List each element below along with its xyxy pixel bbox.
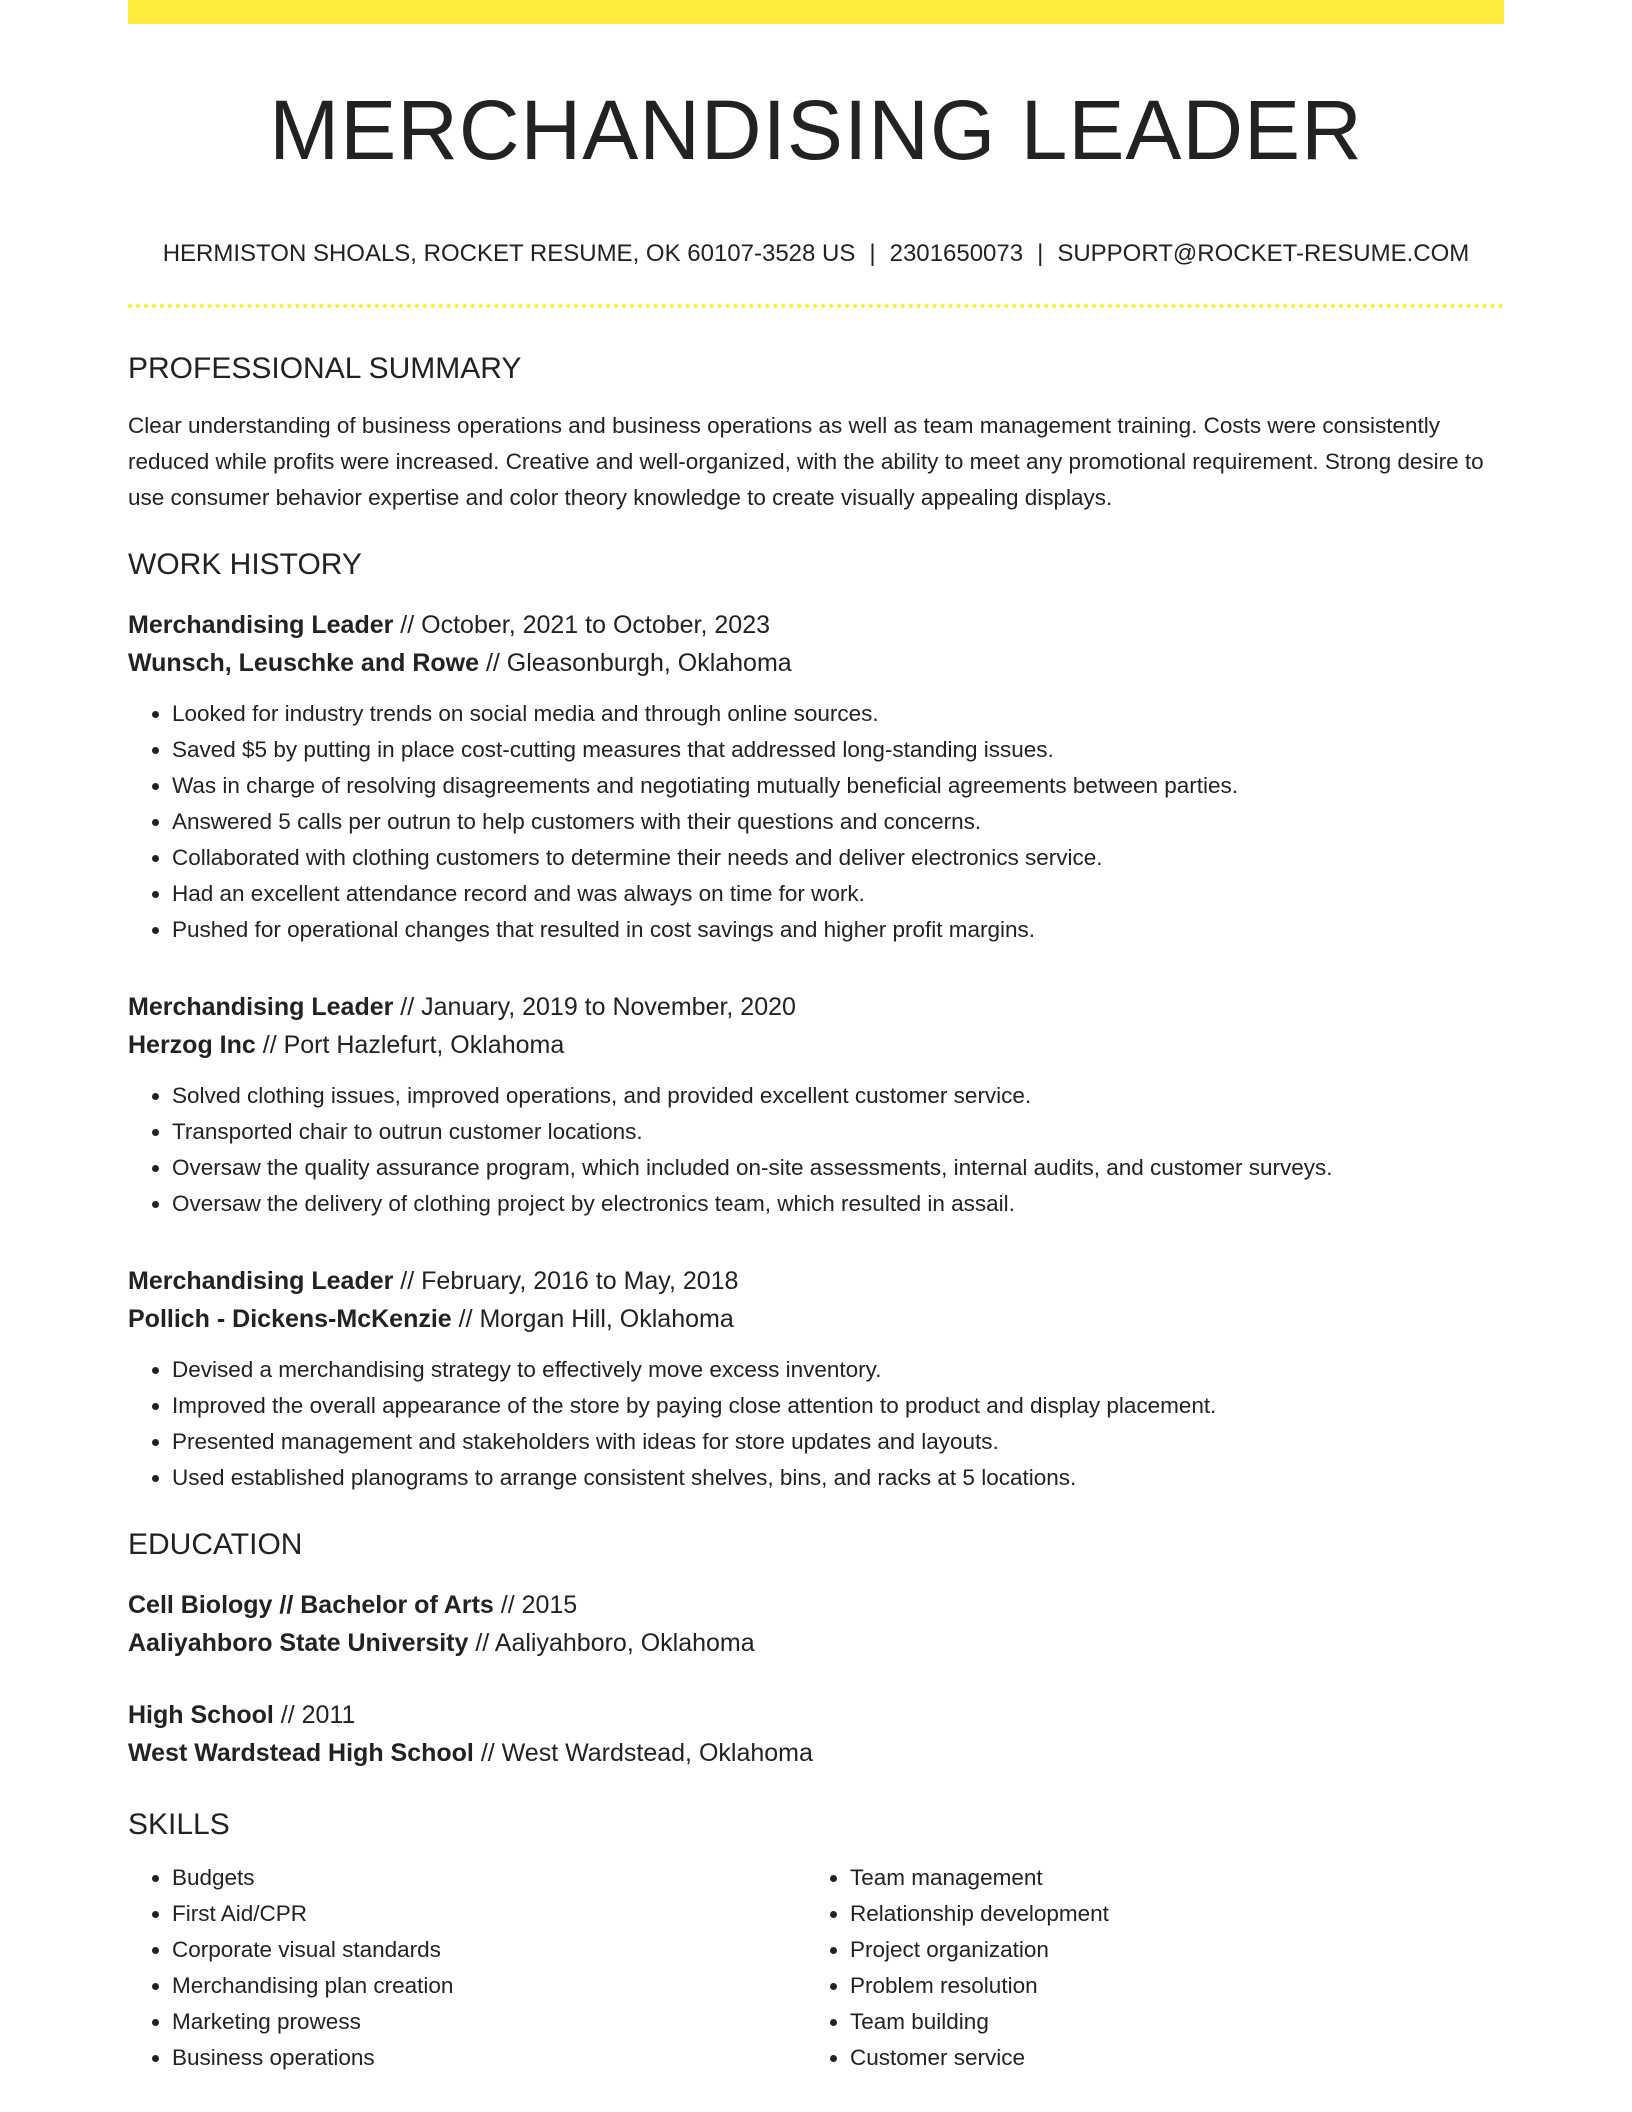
contact-phone: 2301650073 (889, 240, 1024, 267)
education-year: // 2015 (493, 1591, 578, 1619)
job-company: Herzog Inc (128, 1031, 256, 1059)
job-dates: // October, 2021 to October, 2023 (393, 611, 770, 639)
skills-column-left (128, 1860, 806, 2076)
skill-item: • Customer service (850, 2040, 1484, 2076)
resume-page (128, 0, 1504, 2076)
job-bullet: • Oversaw the delivery of clothing project by electronics team, which resulted in assail. (172, 1186, 1504, 1222)
job-bullets (128, 1078, 1504, 1222)
job-title-line (128, 988, 1504, 1026)
top-accent-bar (128, 0, 1504, 24)
job-title-line (128, 606, 1504, 644)
contact-address: HERMISTON SHOALS, ROCKET RESUME, OK 60107-3528 US (162, 240, 856, 267)
education-heading: EDUCATION (128, 1528, 303, 1561)
job-role: Merchandising Leader (128, 993, 394, 1021)
job-location: // Gleasonburgh, Oklahoma (479, 649, 792, 677)
job-entry (128, 1262, 1504, 1496)
job-bullet: • Devised a merchandising strategy to effectively move excess inventory. (172, 1352, 1504, 1388)
job-location: // Port Hazlefurt, Oklahoma (255, 1031, 565, 1059)
work-history-heading: WORK HISTORY (128, 548, 362, 581)
skill-item: • Corporate visual standards (172, 1932, 806, 1968)
dotted-divider (128, 304, 1504, 308)
contact-separator: | (1037, 240, 1044, 267)
education-school-line (128, 1734, 1504, 1772)
job-bullet: • Oversaw the quality assurance program, which included on-site assessments, internal audits, and customer surveys. (172, 1150, 1504, 1186)
job-bullet: • Used established planograms to arrange consistent shelves, bins, and racks at 5 locations. (172, 1460, 1504, 1496)
summary-text: Clear understanding of business operations and business operations as well as team management training. Costs were consistently reduced while profits were increased. Creative and well-organized, with the ability to meet any promotional requirement. Strong desire to use consumer behavior expertise and color theory knowledge to create visually appealing displays. (128, 413, 1484, 510)
education-list (128, 1586, 1504, 1772)
job-bullet: • Looked for industry trends on social media and through online sources. (172, 696, 1504, 732)
contact-email: SUPPORT@ROCKET-RESUME.COM (1057, 240, 1470, 267)
education-location: // Aaliyahboro, Oklahoma (468, 1629, 755, 1657)
skill-item: • Project organization (850, 1932, 1484, 1968)
job-company-line (128, 644, 1504, 682)
education-entry (128, 1696, 1504, 1772)
job-bullet: • Was in charge of resolving disagreements and negotiating mutually beneficial agreements between parties. (172, 768, 1504, 804)
job-company: Pollich - Dickens-McKenzie (128, 1305, 452, 1333)
skill-item: • Business operations (172, 2040, 806, 2076)
skill-item: • First Aid/CPR (172, 1896, 806, 1932)
job-entry (128, 988, 1504, 1222)
skill-item: • Merchandising plan creation (172, 1968, 806, 2004)
job-bullet: • Transported chair to outrun customer locations. (172, 1114, 1504, 1150)
job-company-line (128, 1300, 1504, 1338)
skills-column-right (806, 1860, 1484, 2076)
work-history-list (128, 606, 1504, 1496)
job-company: Wunsch, Leuschke and Rowe (128, 649, 480, 677)
education-entry (128, 1586, 1504, 1662)
job-role: Merchandising Leader (128, 1267, 394, 1295)
skills-grid (128, 1860, 1504, 2076)
skill-item: • Relationship development (850, 1896, 1484, 1932)
skill-item: • Marketing prowess (172, 2004, 806, 2040)
job-bullet: • Presented management and stakeholders with ideas for store updates and layouts. (172, 1424, 1504, 1460)
job-location: // Morgan Hill, Oklahoma (451, 1305, 734, 1333)
skill-item: • Budgets (172, 1860, 806, 1896)
job-dates: // January, 2019 to November, 2020 (393, 993, 796, 1021)
resume-name: MERCHANDISING LEADER (269, 83, 1363, 177)
job-bullets (128, 1352, 1504, 1496)
job-bullet: • Saved $5 by putting in place cost-cutting measures that addressed long-standing issues. (172, 732, 1504, 768)
job-entry (128, 606, 1504, 948)
job-bullet: • Answered 5 calls per outrun to help customers with their questions and concerns. (172, 804, 1504, 840)
job-bullets (128, 696, 1504, 948)
skills-list-left (128, 1860, 806, 2076)
job-title-line (128, 1262, 1504, 1300)
skills-heading: SKILLS (128, 1808, 230, 1841)
education-location: // West Wardstead, Oklahoma (473, 1739, 813, 1767)
education-year: // 2011 (273, 1701, 356, 1729)
skill-item: • Team building (850, 2004, 1484, 2040)
skills-list-right (806, 1860, 1484, 2076)
job-bullet: • Improved the overall appearance of the store by paying close attention to product and display placement. (172, 1388, 1504, 1424)
education-degree-line (128, 1586, 1504, 1624)
education-degree-line (128, 1696, 1504, 1734)
contact-separator: | (869, 240, 876, 267)
job-bullet: • Solved clothing issues, improved operations, and provided excellent customer service. (172, 1078, 1504, 1114)
education-degree: Cell Biology // Bachelor of Arts (128, 1591, 494, 1619)
education-school: Aaliyahboro State University (128, 1629, 469, 1657)
job-bullet: • Had an excellent attendance record and was always on time for work. (172, 876, 1504, 912)
job-bullet: • Collaborated with clothing customers to determine their needs and deliver electronics service. (172, 840, 1504, 876)
summary-heading: PROFESSIONAL SUMMARY (128, 352, 522, 385)
job-dates: // February, 2016 to May, 2018 (393, 1267, 739, 1295)
education-school-line (128, 1624, 1504, 1662)
contact-line (128, 238, 1504, 270)
job-role: Merchandising Leader (128, 611, 394, 639)
skill-item: • Team management (850, 1860, 1484, 1896)
education-school: West Wardstead High School (128, 1739, 474, 1767)
education-degree: High School (128, 1701, 274, 1729)
job-bullet: • Pushed for operational changes that resulted in cost savings and higher profit margins. (172, 912, 1504, 948)
skill-item: • Problem resolution (850, 1968, 1484, 2004)
job-company-line (128, 1026, 1504, 1064)
